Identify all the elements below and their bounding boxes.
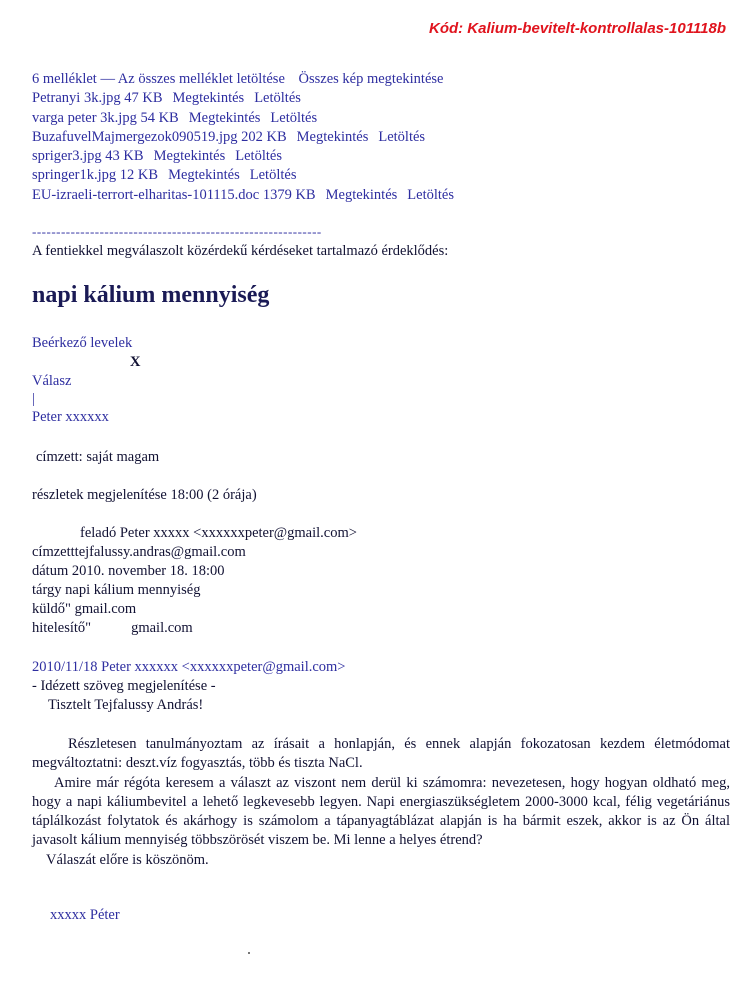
attachment-filename: BuzafuvelMajmergezok090519.jpg [32,128,238,145]
attachments-block [32,70,454,205]
attachment-row [32,186,454,205]
reply-button[interactable]: Válasz [32,373,72,389]
header-separator: — [100,71,115,87]
download-link[interactable]: Letöltés [270,109,318,126]
attachment-size: 12 KB [119,167,159,184]
header-subject: tárgy napi kálium mennyiség [32,582,201,598]
inbox-folder-label[interactable]: Beérkező levelek [32,335,133,351]
paragraph-2: Amire már régóta keresem a választ az viszont nem derül ki számomra: nevezetesen, hogy hogyan oldható meg, hogy a napi káliumbevitel a lehető legkevesebb legyen. Napi energiaszükségletem 2000-3000 kcal, félig vegetáriánus táplálkozást folytatok és akárhogy is számolom a tápanyagtáblázat alapján is ha bármit eszek, akkor is az Ön által javasolt kálium mennyiség többszörösét viszem be. Mi lenne a helyes étrend? [32,774,730,849]
view-link[interactable]: Megtekintés [296,128,369,145]
show-details-link[interactable]: részletek megjelenítése 18:00 (2 órája) [32,487,257,503]
view-link[interactable]: Megtekintés [153,148,226,165]
header-mailed-by: küldő" gmail.com [32,601,137,617]
recipient-line: címzett: saját magam [36,449,160,465]
download-all-link[interactable]: Az összes melléklet letöltése [117,71,285,87]
document-code-label: Kód: Kalium-bevitelt-kontrollalas-101118b [428,20,726,37]
view-link[interactable]: Megtekintés [188,109,261,126]
download-link[interactable]: Letöltés [378,128,426,145]
attachment-count: 6 melléklet [32,71,97,87]
message-body [32,735,730,870]
paragraph-1: Részletesen tanulmányoztam az írásait a honlapján, és ennek alapján fokozatosan kezdem életmódomat megváltoztatni: deszt.víz fogyasztás, több és tiszta NaCl. [32,736,730,772]
attachments-header [32,70,454,89]
attachment-row [32,128,454,147]
download-link[interactable]: Letöltés [249,167,297,184]
view-all-images-link[interactable]: Összes kép megtekintése [298,71,444,87]
download-link[interactable]: Letöltés [235,148,282,165]
header-to: címzetttejfalussy.andras@gmail.com [32,544,246,560]
show-quoted-text-link[interactable]: - Idézett szöveg megjelenítése - [32,678,216,694]
attachment-filename: spriger3.jpg [32,148,102,165]
text-cursor: | [32,391,35,407]
view-link[interactable]: Megtekintés [325,186,398,203]
intro-text: A fentiekkel megválaszolt közérdekű kérdéseket tartalmazó érdeklődés: [32,243,449,259]
attachment-row [32,109,454,128]
view-link[interactable]: Megtekintés [172,90,245,107]
attachment-size: 47 KB [124,90,163,107]
scan-speck [248,952,250,954]
attachment-filename: Petranyi 3k.jpg [32,90,121,107]
attachment-size: 43 KB [105,148,144,165]
header-from: feladó Peter xxxxx <xxxxxxpeter@gmail.com> [80,525,357,541]
close-icon[interactable]: X [130,354,141,370]
signed-by-label: hitelesítő" [32,620,92,636]
message-meta: 2010/11/18 Peter xxxxxx <xxxxxxpeter@gmail.com> [32,659,346,675]
attachment-row [32,166,454,185]
attachment-size: 1379 KB [262,186,316,203]
attachment-filename: varga peter 3k.jpg [32,109,137,126]
signature: xxxxx Péter [50,907,120,923]
page-title: napi kálium mennyiség [32,282,270,308]
view-link[interactable]: Megtekintés [168,167,240,184]
download-link[interactable]: Letöltés [254,90,301,107]
paragraph-3: Válaszát előre is köszönöm. [46,851,209,868]
signed-by-value: gmail.com [131,620,193,636]
attachment-size: 54 KB [140,109,179,126]
download-link[interactable]: Letöltés [407,186,455,203]
attachment-filename: springer1k.jpg [32,167,117,184]
attachment-row [32,89,454,108]
sender-name: Peter xxxxxx [32,409,109,425]
attachment-size: 202 KB [241,128,287,145]
header-date: dátum 2010. november 18. 18:00 [32,563,225,579]
separator-line: ------------------------------------------------------------ [32,224,322,239]
header-signed-by [32,619,193,638]
attachment-row [32,147,454,166]
attachment-list [32,89,454,205]
greeting: Tisztelt Tejfalussy András! [48,697,204,713]
attachment-filename: EU-izraeli-terrort-elharitas-101115.doc [32,186,260,203]
